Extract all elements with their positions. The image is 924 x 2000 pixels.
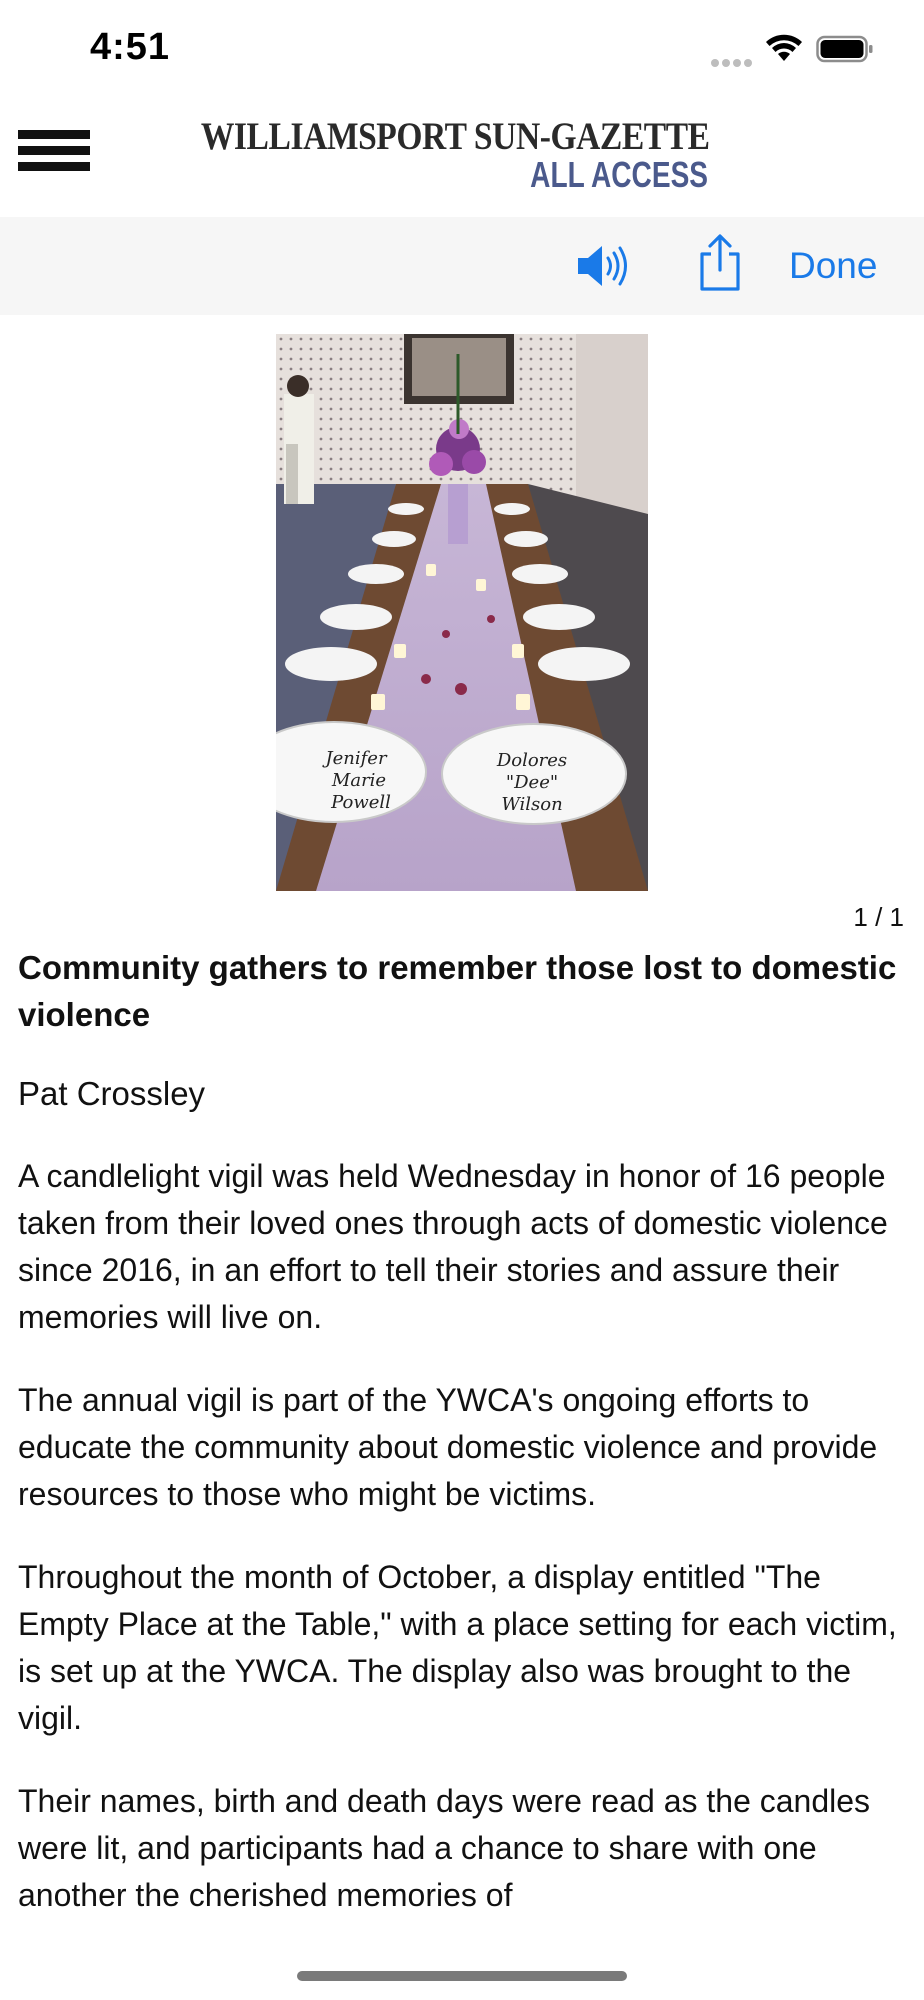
table-setting-photo — [276, 334, 648, 891]
done-button[interactable]: Done — [789, 245, 878, 286]
status-time: 4:51 — [90, 26, 171, 68]
svg-text:Jenifer: Jenifer — [325, 748, 387, 769]
share-icon[interactable] — [696, 234, 744, 292]
masthead-logo[interactable] — [201, 114, 710, 195]
home-indicator[interactable] — [297, 1971, 627, 1981]
wifi-icon — [764, 34, 804, 64]
article-paragraph: A candlelight vigil was held Wednesday in honor of 16 people taken from their loved ones through acts of domestic violence since 2016, in an effort to tell their stories and assure their memories will live on. — [18, 1158, 888, 1335]
status-bar — [0, 0, 924, 100]
svg-text:Marie: Marie — [331, 770, 387, 791]
app-header — [0, 100, 924, 217]
article-headline: Community gathers to remember those lost to domestic violence — [18, 949, 897, 1033]
masthead-subtitle: ALL ACCESS — [530, 154, 708, 195]
article-photo[interactable] — [276, 334, 648, 891]
article-toolbar — [0, 217, 924, 315]
svg-text:"Dee": "Dee" — [505, 772, 559, 793]
article-byline: Pat Crossley — [18, 1075, 206, 1112]
cellular-signal-icon — [711, 54, 755, 64]
article-paragraph: Their names, birth and death days were read as the candles were lit, and participants had a chance to share with one another the cherished memories of — [18, 1783, 871, 1913]
photo-counter: 1 / 1 — [853, 902, 904, 932]
speaker-icon[interactable] — [575, 243, 629, 289]
article-paragraph: The annual vigil is part of the YWCA's ongoing efforts to educate the community about domestic violence and provide resources to those who might be victims. — [18, 1382, 878, 1512]
article-body — [18, 944, 910, 1955]
masthead-title: WILLIAMSPORT SUN-GAZETTE — [201, 115, 710, 158]
svg-text:Wilson: Wilson — [501, 794, 563, 815]
svg-text:Powell: Powell — [331, 792, 391, 813]
menu-icon[interactable] — [18, 130, 90, 180]
article-paragraph: Throughout the month of October, a display entitled "The Empty Place at the Table," with a place setting for each victim, is set up at the YWCA. The display also was brought to the vigil. — [18, 1559, 897, 1736]
battery-icon — [816, 34, 874, 64]
svg-text:Dolores: Dolores — [496, 750, 568, 771]
